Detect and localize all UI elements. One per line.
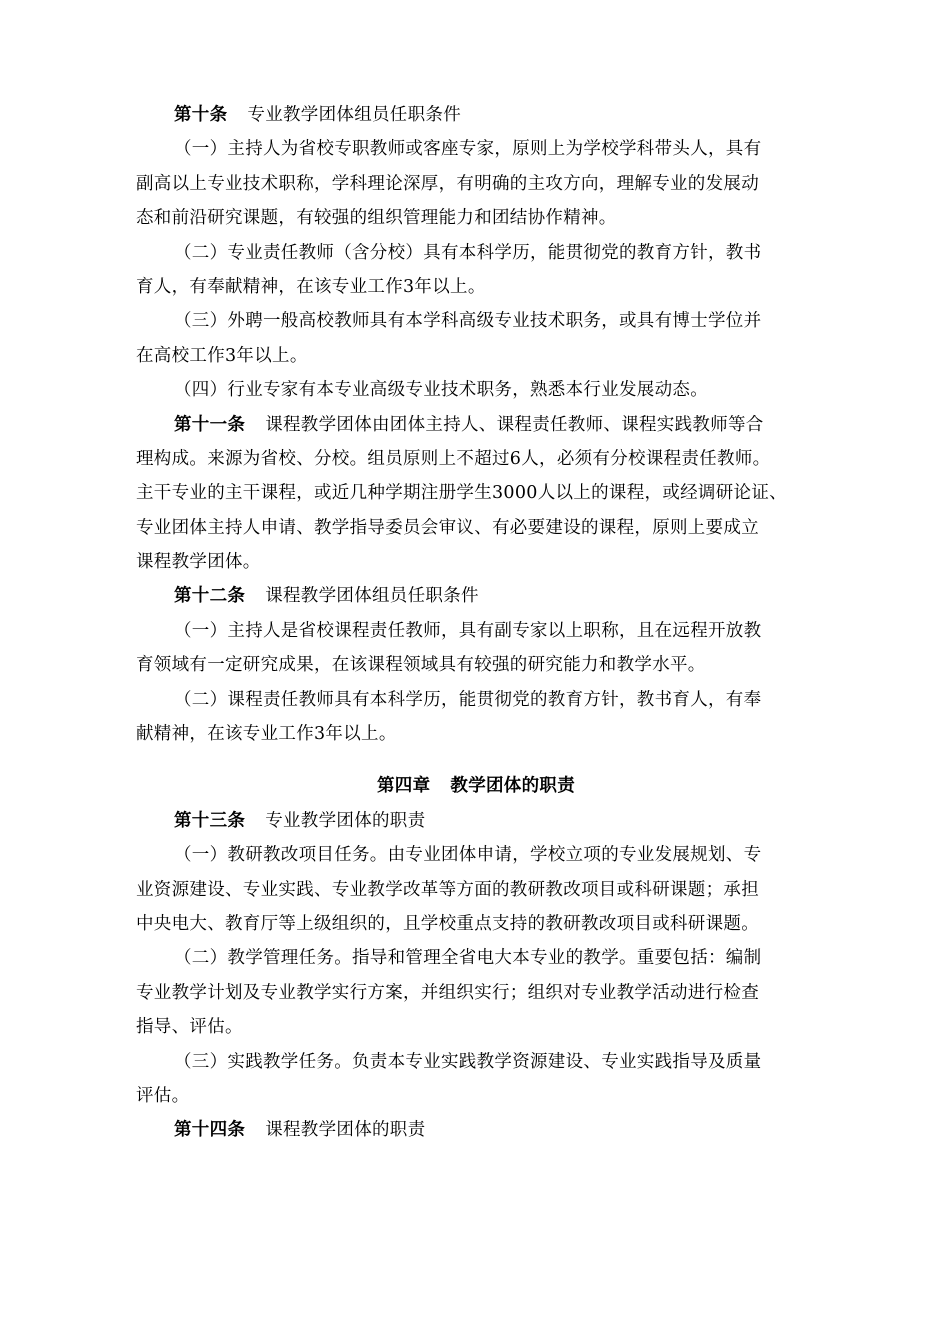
paragraph-line: 态和前沿研究课题，有较强的组织管理能力和团结协作精神。 <box>136 208 617 229</box>
article-14-title: 课程教学团体的职责 <box>265 1120 426 1141</box>
article-11-label: 第十一条 <box>174 414 246 435</box>
paragraph-line: 在高校工作3年以上。 <box>136 345 308 366</box>
article-10-title: 专业教学团体组员任职条件 <box>247 105 462 125</box>
article-14-label: 第十四条 <box>174 1120 246 1141</box>
paragraph-line: 育人，有奉献精神，在该专业工作3年以上。 <box>136 276 486 297</box>
chapter-4-heading <box>136 769 816 803</box>
paragraph-line: 评估。 <box>136 1085 190 1106</box>
paragraph-line: 育领域有一定研究成果，在该课程领域具有较强的研究能力和教学水平。 <box>136 655 706 676</box>
paragraph-line: 课程教学团体由团体主持人、课程责任教师、课程实践教师等合 <box>265 414 764 435</box>
paragraph-line: 理构成。来源为省校、分校。组员原则上不超过6人，必须有分校课程责任教师。 <box>136 448 771 469</box>
paragraph-line: （二）课程责任教师具有本科学历，能贯彻党的教育方针，教书育人，有奉 <box>174 689 762 710</box>
paragraph-line: （三）外聘一般高校教师具有本学科高级专业技术职务，或具有博士学位并 <box>174 311 762 332</box>
article-12-title: 课程教学团体组员任职条件 <box>265 586 479 607</box>
paragraph-line: （一）主持人为省校专职教师或客座专家，原则上为学校学科带头人，具有 <box>174 139 762 160</box>
article-13-title: 专业教学团体的职责 <box>265 810 426 831</box>
paragraph-line: 专业教学计划及专业教学实行方案，并组织实行；组织对专业教学活动进行检查 <box>136 982 759 1003</box>
article-12-heading <box>136 579 816 613</box>
chapter-4-label: 第四章 <box>376 776 431 797</box>
document-page <box>136 98 816 1148</box>
paragraph-line: 业资源建设、专业实践、专业教学改革等方面的教研教改项目或科研课题；承担 <box>136 879 759 900</box>
chapter-4-title: 教学团体的职责 <box>450 776 575 797</box>
paragraph-line: （二）教学管理任务。指导和管理全省电大本专业的教学。重要包括：编制 <box>174 948 762 969</box>
article-10-heading <box>136 98 816 132</box>
paragraph-line: （四）行业专家有本专业高级专业技术职务，熟悉本行业发展动态。 <box>174 380 708 401</box>
paragraph-line: （一）主持人是省校课程责任教师，具有副专家以上职称，且在远程开放教 <box>174 620 762 641</box>
paragraph-line: （一）教研教改项目任务。由专业团体申请，学校立项的专业发展规划、专 <box>174 845 762 866</box>
paragraph-line: （二）专业责任教师（含分校）具有本科学历，能贯彻党的教育方针，教书 <box>174 242 762 263</box>
article-12-label: 第十二条 <box>174 586 246 607</box>
article-11-heading <box>136 408 816 442</box>
paragraph-line: （三）实践教学任务。负责本专业实践教学资源建设、专业实践指导及质量 <box>174 1051 762 1072</box>
paragraph-line: 主干专业的主干课程，或近几种学期注册学生3000人以上的课程，或经调研论证、 <box>136 483 787 504</box>
article-10-label: 第十条 <box>174 105 228 125</box>
paragraph-line: 专业团体主持人申请、教学指导委员会审议、有必要建设的课程，原则上要成立 <box>136 517 759 538</box>
paragraph-line: 指导、评估。 <box>136 1017 243 1038</box>
paragraph-line: 副高以上专业技术职称，学科理论深厚，有明确的主攻方向，理解专业的发展动 <box>136 173 759 194</box>
paragraph-line: 中央电大、教育厅等上级组织的，且学校重点支持的教研教改项目或科研课题。 <box>136 913 759 934</box>
article-14-heading <box>136 1113 816 1147</box>
article-13-heading <box>136 804 816 838</box>
paragraph-line: 课程教学团体。 <box>136 552 261 573</box>
article-13-label: 第十三条 <box>174 810 246 831</box>
paragraph-line: 献精神，在该专业工作3年以上。 <box>136 724 397 745</box>
